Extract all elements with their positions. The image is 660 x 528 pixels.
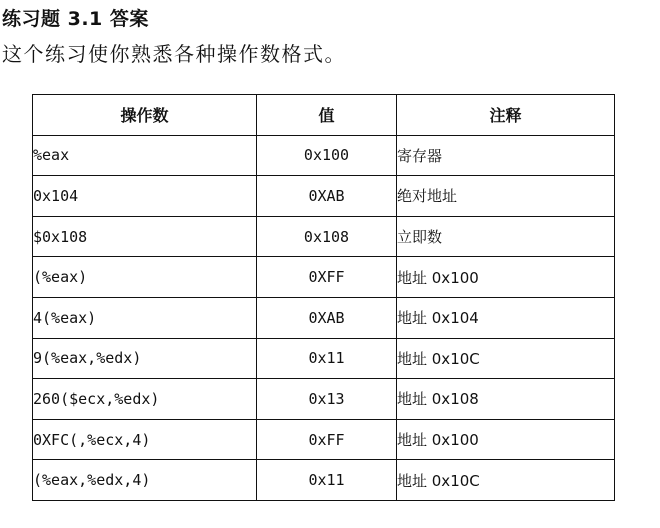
operand-cell: (%eax) bbox=[33, 257, 257, 298]
table-header-row bbox=[33, 95, 615, 136]
header-operand: 操作数 bbox=[33, 95, 257, 136]
table-row bbox=[33, 176, 615, 217]
answer-table bbox=[32, 94, 615, 501]
operand-cell: %eax bbox=[33, 135, 257, 176]
page-title: 练习题 3.1 答案 bbox=[2, 8, 149, 30]
header-note: 注释 bbox=[397, 95, 615, 136]
table-row bbox=[33, 419, 615, 460]
value-cell: 0x11 bbox=[257, 338, 397, 379]
operand-cell: $0x108 bbox=[33, 216, 257, 257]
value-cell: 0x108 bbox=[257, 216, 397, 257]
value-cell: 0XFF bbox=[257, 257, 397, 298]
operand-cell: (%eax,%edx,4) bbox=[33, 460, 257, 501]
value-cell: 0XAB bbox=[257, 297, 397, 338]
table-row bbox=[33, 338, 615, 379]
value-cell: 0x100 bbox=[257, 135, 397, 176]
note-cell: 地址 0x100 bbox=[397, 257, 615, 298]
value-cell: 0xFF bbox=[257, 419, 397, 460]
header-value: 值 bbox=[257, 95, 397, 136]
intro-text: 这个练习使你熟悉各种操作数格式。 bbox=[2, 42, 346, 66]
note-cell: 地址 0x10C bbox=[397, 338, 615, 379]
table-row bbox=[33, 379, 615, 420]
note-cell: 绝对地址 bbox=[397, 176, 615, 217]
note-cell: 地址 0x104 bbox=[397, 297, 615, 338]
table-row bbox=[33, 257, 615, 298]
operand-cell: 9(%eax,%edx) bbox=[33, 338, 257, 379]
value-cell: 0XAB bbox=[257, 176, 397, 217]
table-row bbox=[33, 297, 615, 338]
table-row bbox=[33, 135, 615, 176]
note-cell: 立即数 bbox=[397, 216, 615, 257]
value-cell: 0x13 bbox=[257, 379, 397, 420]
note-cell: 寄存器 bbox=[397, 135, 615, 176]
operand-cell: 0XFC(,%ecx,4) bbox=[33, 419, 257, 460]
note-cell: 地址 0x100 bbox=[397, 419, 615, 460]
table-row bbox=[33, 460, 615, 501]
table-row bbox=[33, 216, 615, 257]
operand-cell: 260($ecx,%edx) bbox=[33, 379, 257, 420]
note-cell: 地址 0x10C bbox=[397, 460, 615, 501]
operand-cell: 0x104 bbox=[33, 176, 257, 217]
note-cell: 地址 0x108 bbox=[397, 379, 615, 420]
value-cell: 0x11 bbox=[257, 460, 397, 501]
operand-cell: 4(%eax) bbox=[33, 297, 257, 338]
